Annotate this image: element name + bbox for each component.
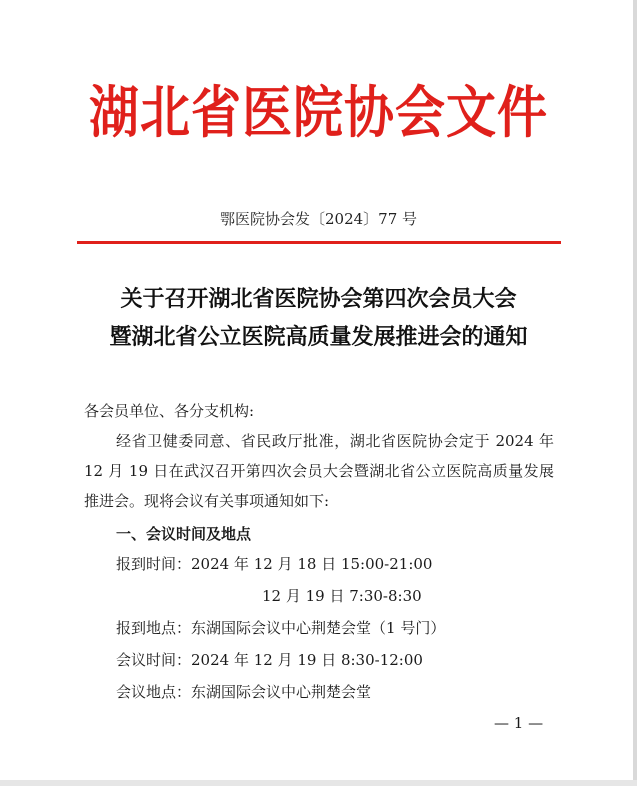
intro-paragraph: 经省卫健委同意、省民政厅批准，湖北省医院协会定于 2024 年 12 月 19 日在武汉召开第四次会员大会暨湖北省公立医院高质量发展推进会。现将会议有关事项通知如下: [84,432,554,510]
page-number: — 1 — [494,714,544,732]
masthead-title: 湖北省医院协会文件 [89,80,548,146]
registration-time-second-day: 12 月 19 日 7:30-8:30 [262,587,422,605]
section-heading-time-location: 一、会议时间及地点 [116,525,252,543]
registration-location: 报到地点：东湖国际会议中心荆楚会堂（1 号门） [116,619,446,637]
salutation: 各会员单位、各分支机构: [84,402,255,420]
notice-title [0,280,637,356]
document-number: 鄂医院协会发〔2024〕77 号 [219,210,418,228]
meeting-location: 会议地点：东湖国际会议中心荆楚会堂 [116,683,372,701]
meeting-time: 会议时间：2024 年 12 月 19 日 8:30-12:00 [116,651,423,669]
notice-title-line-2: 暨湖北省公立医院高质量发展推进会的通知 [109,324,528,350]
registration-time: 报到时间：2024 年 12 月 18 日 15:00-21:00 [116,555,433,573]
page-edge-shadow-bottom [0,780,637,786]
notice-title-line-1: 关于召开湖北省医院协会第四次会员大会 [120,286,517,312]
page-edge-shadow-right [633,0,637,786]
red-separator-rule [77,241,561,244]
